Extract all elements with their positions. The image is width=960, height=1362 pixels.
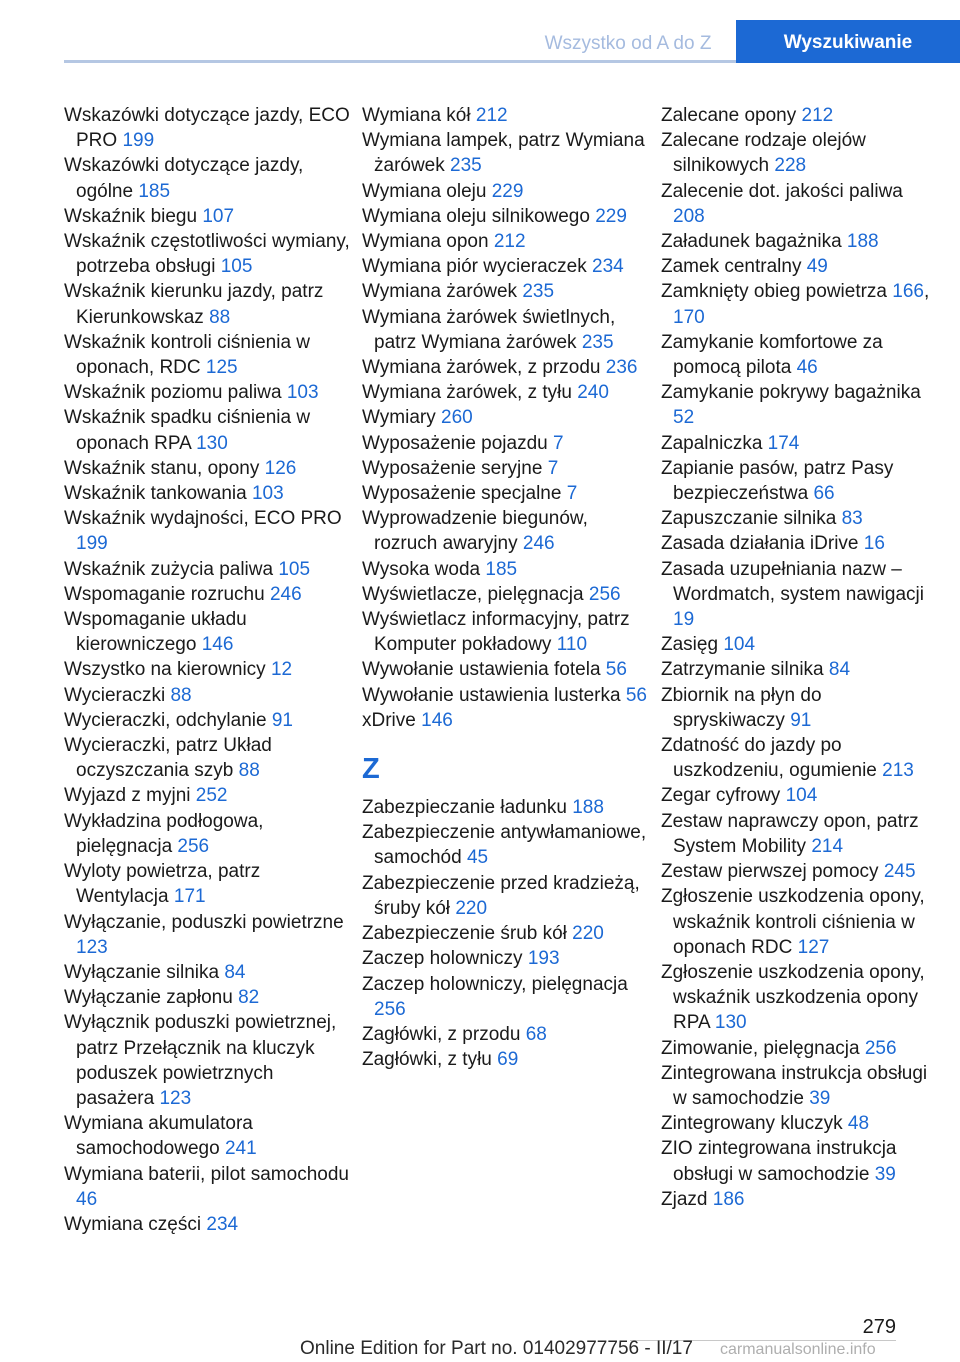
index-term: Wymiana żarówek, z przodu <box>362 357 601 379</box>
index-entry <box>64 204 356 229</box>
page-link[interactable]: 240 <box>577 382 609 404</box>
page-link[interactable]: 234 <box>592 256 624 278</box>
page-link[interactable]: 103 <box>286 382 319 404</box>
page-link[interactable]: 56 <box>625 684 647 706</box>
index-term: Zatrzymanie silnika <box>661 659 824 681</box>
index-entry <box>661 1136 931 1186</box>
page-link[interactable]: 186 <box>712 1188 745 1210</box>
section-title: Wszystko od A do Z <box>544 33 712 54</box>
index-term: Wysoka woda <box>362 558 481 580</box>
page-link[interactable]: 246 <box>269 583 302 605</box>
index-term: Wymiana opon <box>362 231 489 253</box>
page-number: 279 <box>862 1316 896 1338</box>
index-entry <box>64 279 356 329</box>
index-term: Zabezpieczenie antywłamaniowe, samochód <box>362 822 647 869</box>
index-entry <box>661 254 931 279</box>
index-entry <box>64 405 356 455</box>
index-term: Wymiana oleju silnikowego <box>362 205 590 227</box>
index-term: Zagłówki, z tyłu <box>362 1049 492 1071</box>
index-term: Zaczep holowniczy <box>362 948 523 970</box>
index-term: Wyłącznik poduszki powietrznej, patrz Przełącznik na kluczyk poduszek powietrznych pasażera <box>64 1012 337 1109</box>
page-link[interactable]: 39 <box>809 1087 831 1109</box>
page-link[interactable]: 66 <box>813 483 835 505</box>
index-term: Wspomaganie rozruchu <box>64 583 265 605</box>
index-entry <box>64 683 356 708</box>
index-entry <box>64 330 356 380</box>
page-link[interactable]: 220 <box>455 897 488 919</box>
tab-search[interactable]: Wyszukiwanie <box>736 20 960 63</box>
index-entry <box>661 1187 931 1212</box>
page-link[interactable]: 174 <box>767 432 800 454</box>
index-term: Wymiana części <box>64 1213 202 1235</box>
index-term: Zgłoszenie uszkodzenia opony, wskaźnik uszkodzenia opony RPA <box>661 961 925 1034</box>
index-entry <box>64 506 356 556</box>
page-link[interactable]: 7 <box>566 483 578 505</box>
index-term: Wskaźnik biegu <box>64 205 198 227</box>
index-entry <box>362 607 654 657</box>
index-term: Zamek centralny <box>661 256 802 278</box>
page-link[interactable]: 171 <box>173 886 206 908</box>
index-entry <box>64 960 356 985</box>
page-link[interactable]: 229 <box>595 205 627 227</box>
index-term: xDrive <box>362 709 416 731</box>
index-entry <box>661 229 931 254</box>
index-entry <box>362 683 654 708</box>
index-term: Zapianie pasów, patrz Pasy bezpieczeństwa <box>661 457 894 505</box>
index-term: Wskazówki dotyczące jazdy, ECO PRO <box>64 105 350 152</box>
page-link[interactable]: 256 <box>374 998 406 1020</box>
index-entry: Zamknięty obieg powietrza 166, 170 <box>661 281 930 328</box>
page-link[interactable]: 88 <box>238 760 260 782</box>
index-column-3 <box>661 103 931 1212</box>
index-entry <box>661 1111 931 1136</box>
index-term: Wycieraczki, odchylanie <box>64 709 267 731</box>
page-link[interactable]: 39 <box>874 1163 896 1185</box>
page-link[interactable]: 256 <box>864 1037 897 1059</box>
page-link[interactable]: 130 <box>196 432 228 454</box>
page-link[interactable]: 19 <box>673 609 695 631</box>
page-link[interactable]: 110 <box>556 634 588 656</box>
index-entry <box>661 783 931 808</box>
page-link[interactable]: 185 <box>138 180 171 202</box>
page-link[interactable]: 7 <box>547 457 559 479</box>
index-term: Wymiana oleju <box>362 180 487 202</box>
index-entry <box>362 380 654 405</box>
index-entry <box>362 582 654 607</box>
index-term: Wskaźnik stanu, opony <box>64 457 260 479</box>
index-entry <box>64 1010 356 1111</box>
index-term: Wyłączanie zapłonu <box>64 987 233 1009</box>
page-link[interactable]: 214 <box>811 835 844 857</box>
index-term: Zamykanie komfortowe za pomocą pilota <box>661 331 883 379</box>
page-link[interactable]: 146 <box>201 634 234 656</box>
page-link[interactable]: 170 <box>673 306 705 328</box>
index-term: Wspomaganie układu kierowniczego <box>64 609 247 656</box>
page-link[interactable]: 45 <box>466 847 489 869</box>
index-term: Wymiana baterii, pilot samochodu <box>64 1163 349 1185</box>
watermark: carmanualsonline.info <box>720 1341 876 1358</box>
index-term: Wyposażenie specjalne <box>362 483 562 505</box>
index-term: Zabezpieczenie śrub kół <box>362 923 567 945</box>
index-entry <box>362 456 654 481</box>
index-entry <box>64 153 356 203</box>
index-entry <box>64 557 356 582</box>
index-entry <box>362 946 654 971</box>
index-term: Zalecane rodzaje olejów silnikowych <box>661 130 866 177</box>
index-term: Zbiornik na płyn do spryskiwaczy <box>661 684 822 731</box>
index-term: Wskaźnik tankowania <box>64 483 247 505</box>
page-link[interactable]: 46 <box>796 357 818 379</box>
page-link[interactable]: 220 <box>572 923 604 945</box>
index-term: Zasięg <box>661 634 719 656</box>
index-entry <box>64 229 356 279</box>
page-link[interactable]: 260 <box>441 407 473 429</box>
page-link[interactable]: 84 <box>224 961 246 983</box>
index-term: Wskaźnik częstotliwości wymiany, potrzeba obsługi <box>64 231 350 278</box>
page-link[interactable]: 49 <box>806 256 828 278</box>
index-entry <box>362 657 654 682</box>
index-term: Zabezpieczenie przed kradzieżą, śruby kół <box>362 872 640 919</box>
index-term: Zasada uzupełniania nazw – Wordmatch, system nawigacji <box>661 558 924 605</box>
index-term: Wyświetlacz informacyjny, patrz Komputer pokładowy <box>362 609 630 656</box>
page-link[interactable]: 46 <box>76 1188 98 1210</box>
index-term: Wskaźnik zużycia paliwa <box>64 558 274 580</box>
index-entry <box>64 859 356 909</box>
index-term: Wycieraczki, patrz Układ oczyszczania szyb <box>64 735 272 782</box>
index-entry <box>661 431 931 456</box>
index-entry <box>362 921 654 946</box>
index-term: Wyprowadzenie biegunów, rozruch awaryjny <box>362 508 588 555</box>
index-term: Zestaw naprawczy opon, patrz System Mobility <box>661 810 919 857</box>
index-term: Wymiana żarówek, z tyłu <box>362 382 572 404</box>
page-link[interactable]: 130 <box>714 1012 747 1034</box>
page-link[interactable]: 105 <box>278 558 311 580</box>
index-entry <box>64 910 356 960</box>
page-link[interactable]: 235 <box>450 155 482 177</box>
page-link[interactable]: 188 <box>572 797 604 819</box>
page-link[interactable]: 12 <box>270 659 293 681</box>
page-link[interactable]: 104 <box>723 634 756 656</box>
page-link[interactable]: 52 <box>673 407 695 429</box>
index-entry <box>362 128 654 178</box>
page-link[interactable]: 125 <box>205 357 238 379</box>
page-link[interactable]: 146 <box>421 709 453 731</box>
index-entry <box>661 557 931 633</box>
index-entry <box>661 531 931 556</box>
index-term: Wskaźnik kontroli ciśnienia w oponach, RDC <box>64 331 311 379</box>
index-term: Zjazd <box>661 1188 708 1210</box>
index-term: Zalecenie dot. jakości paliwa <box>661 180 903 202</box>
index-entry <box>661 506 931 531</box>
index-entry <box>64 783 356 808</box>
index-entry <box>661 1061 931 1111</box>
page-link[interactable]: 88 <box>170 684 192 706</box>
index-entry <box>64 1162 356 1212</box>
index-entry <box>661 380 931 430</box>
index-entry <box>661 103 931 128</box>
index-term: Zasada działania iDrive <box>661 533 859 555</box>
page-link[interactable]: 252 <box>195 785 228 807</box>
index-term: Wymiana kół <box>362 105 471 126</box>
index-entry <box>362 279 654 304</box>
index-entry <box>362 103 654 128</box>
page-link[interactable]: 212 <box>801 105 834 126</box>
page-link[interactable]: 68 <box>525 1023 547 1045</box>
index-entry <box>661 657 931 682</box>
page-link[interactable]: 91 <box>790 709 812 731</box>
index-entry <box>362 179 654 204</box>
index-entry <box>362 506 654 556</box>
page-link[interactable]: 48 <box>847 1113 870 1135</box>
index-entry <box>661 884 931 960</box>
index-term: Wymiana żarówek <box>362 281 518 303</box>
index-entry <box>64 456 356 481</box>
page-link[interactable]: 228 <box>774 155 807 177</box>
page-link[interactable]: 88 <box>209 306 231 328</box>
index-entry <box>64 607 356 657</box>
index-term: ZIO zintegrowana instrukcja obsługi w samochodzie <box>661 1138 897 1185</box>
page-link[interactable]: 123 <box>159 1087 192 1109</box>
page-link[interactable]: 82 <box>238 987 260 1009</box>
index-entry <box>661 733 931 783</box>
index-letter-heading: Z <box>362 753 380 786</box>
index-term: Wskaźnik poziomu paliwa <box>64 382 282 404</box>
index-term: Wyjazd z myjni <box>64 785 191 807</box>
index-entry <box>64 1212 356 1237</box>
page-link[interactable]: 229 <box>491 180 524 202</box>
page-link[interactable]: 199 <box>122 130 155 152</box>
page-link[interactable]: 83 <box>841 508 863 530</box>
index-term: Wyposażenie seryjne <box>362 457 543 479</box>
index-entry <box>64 657 356 682</box>
index-entry <box>362 204 654 229</box>
index-entry <box>362 795 654 820</box>
index-entry <box>64 582 356 607</box>
page-link[interactable]: 84 <box>828 659 851 681</box>
page-link[interactable]: 193 <box>527 948 560 970</box>
index-term: Zestaw pierwszej pomocy <box>661 861 879 883</box>
index-term: Wyposażenie pojazdu <box>362 432 548 454</box>
index-entry <box>661 1036 931 1061</box>
index-term: Wyświetlacze, pielęgnacja <box>362 583 584 605</box>
page-link[interactable]: 123 <box>76 936 108 958</box>
page-link[interactable]: 126 <box>264 457 297 479</box>
index-term: Załadunek bagażnika <box>661 231 842 253</box>
page-link[interactable]: 256 <box>588 583 621 605</box>
page-link[interactable]: 69 <box>497 1049 519 1071</box>
index-entry <box>362 355 654 380</box>
index-term: Zamknięty obieg powietrza <box>661 281 887 303</box>
page-link[interactable]: 256 <box>177 835 210 857</box>
index-entry <box>661 859 931 884</box>
index-entry <box>661 330 931 380</box>
index-entry <box>362 481 654 506</box>
index-entry <box>661 128 931 178</box>
page-link[interactable]: 91 <box>271 709 293 731</box>
page-link[interactable]: 245 <box>883 861 916 883</box>
index-entry <box>362 972 654 1022</box>
page-link[interactable]: 246 <box>522 533 555 555</box>
index-term: Zintegrowana instrukcja obsługi w samochodzie <box>661 1062 928 1109</box>
index-term: Zgłoszenie uszkodzenia opony, wskaźnik kontroli ciśnienia w oponach RDC <box>661 886 925 958</box>
page-link[interactable]: 185 <box>485 558 518 580</box>
index-term: Zagłówki, z przodu <box>362 1023 521 1045</box>
page-link[interactable]: 105 <box>220 256 253 278</box>
page-link[interactable]: 56 <box>605 659 627 681</box>
page-link[interactable]: 127 <box>797 936 830 958</box>
page-link[interactable]: 103 <box>251 483 284 505</box>
index-entry <box>362 1047 654 1072</box>
index-term: Wymiary <box>362 407 436 429</box>
index-entry <box>64 481 356 506</box>
page-link[interactable]: 235 <box>522 281 555 303</box>
index-term: Wyloty powietrza, patrz Wentylacja <box>64 861 261 908</box>
index-term: Wycieraczki <box>64 684 166 706</box>
index-entry <box>64 708 356 733</box>
index-term: Wymiana lampek, patrz Wymiana żarówek <box>362 130 645 177</box>
page-link[interactable]: 188 <box>846 231 879 253</box>
edition-note: Online Edition for Part no. 01402977756 - II/17 <box>300 1338 693 1359</box>
index-term: Zamykanie pokrywy bagażnika <box>661 382 921 404</box>
page-link[interactable]: 107 <box>202 205 235 227</box>
index-term: Wszystko na kierownicy <box>64 659 266 681</box>
index-term: Wymiana piór wycieraczek <box>362 256 587 278</box>
index-entry <box>661 683 931 733</box>
page-link[interactable]: 7 <box>553 432 564 454</box>
index-entry <box>661 632 931 657</box>
index-entry <box>64 103 356 153</box>
index-entry <box>362 405 654 430</box>
index-entry <box>661 179 931 229</box>
index-term: Wskazówki dotyczące jazdy, ogólne <box>64 155 304 202</box>
page-link[interactable]: 199 <box>76 533 108 555</box>
index-entry <box>362 557 654 582</box>
index-term: Zimowanie, pielęgnacja <box>661 1037 860 1059</box>
index-entry <box>362 1022 654 1047</box>
index-entry <box>64 380 356 405</box>
index-term: Wyłączanie, poduszki powietrzne <box>64 911 344 933</box>
index-entry <box>64 1111 356 1161</box>
index-term: Wywołanie ustawienia fotela <box>362 659 601 681</box>
index-entry <box>661 809 931 859</box>
page-link[interactable]: 236 <box>605 357 638 379</box>
index-entry <box>362 305 654 355</box>
index-term: Wywołanie ustawienia lusterka <box>362 684 621 706</box>
page-link[interactable]: 16 <box>863 533 885 555</box>
index-entry <box>362 254 654 279</box>
page-link[interactable]: 235 <box>581 331 614 353</box>
index-term: Wskaźnik spadku ciśnienia w oponach RPA <box>64 407 311 454</box>
page-link[interactable]: 241 <box>224 1138 257 1160</box>
index-term: Wymiana żarówek świetlnych, patrz Wymiana żarówek <box>362 306 616 353</box>
index-term: Wyłączanie silnika <box>64 961 220 983</box>
index-term: Zaczep holowniczy, pielęgnacja <box>362 973 628 995</box>
index-term: Zintegrowany kluczyk <box>661 1113 843 1135</box>
page-link[interactable]: 213 <box>882 760 914 782</box>
index-entry <box>362 708 654 733</box>
index-entry <box>362 820 654 870</box>
index-term: Wskaźnik kierunku jazdy, patrz Kierunkowskaz <box>64 281 324 328</box>
index-term: Zapalniczka <box>661 432 763 454</box>
index-term: Wymiana akumulatora samochodowego <box>64 1113 253 1160</box>
index-entry <box>64 985 356 1010</box>
index-term: Wskaźnik wydajności, ECO PRO <box>64 508 342 530</box>
index-entry <box>661 960 931 1036</box>
index-entry <box>362 229 654 254</box>
index-entry <box>362 431 654 456</box>
index-term: Wykładzina podłogowa, pielęgnacja <box>64 810 264 857</box>
index-term: Zalecane opony <box>661 105 797 126</box>
page-link[interactable]: 234 <box>206 1213 239 1235</box>
index-entry <box>362 871 654 921</box>
index-term: Zdatność do jazdy po uszkodzeniu, ogumienie <box>661 735 877 782</box>
page-link[interactable]: 212 <box>493 231 526 253</box>
index-entry <box>661 456 931 506</box>
index-term: Zabezpieczanie ładunku <box>362 797 567 819</box>
page-link[interactable]: 166 <box>892 281 924 303</box>
index-entry <box>64 733 356 783</box>
index-term: Zapuszczanie silnika <box>661 508 837 530</box>
page-link[interactable]: 104 <box>785 785 818 807</box>
index-column-2 <box>362 103 654 1072</box>
index-column-1 <box>64 103 356 1237</box>
index-term: Zegar cyfrowy <box>661 785 781 807</box>
page-link[interactable]: 208 <box>673 205 705 227</box>
page-link[interactable]: 212 <box>475 105 508 126</box>
index-entry <box>64 809 356 859</box>
